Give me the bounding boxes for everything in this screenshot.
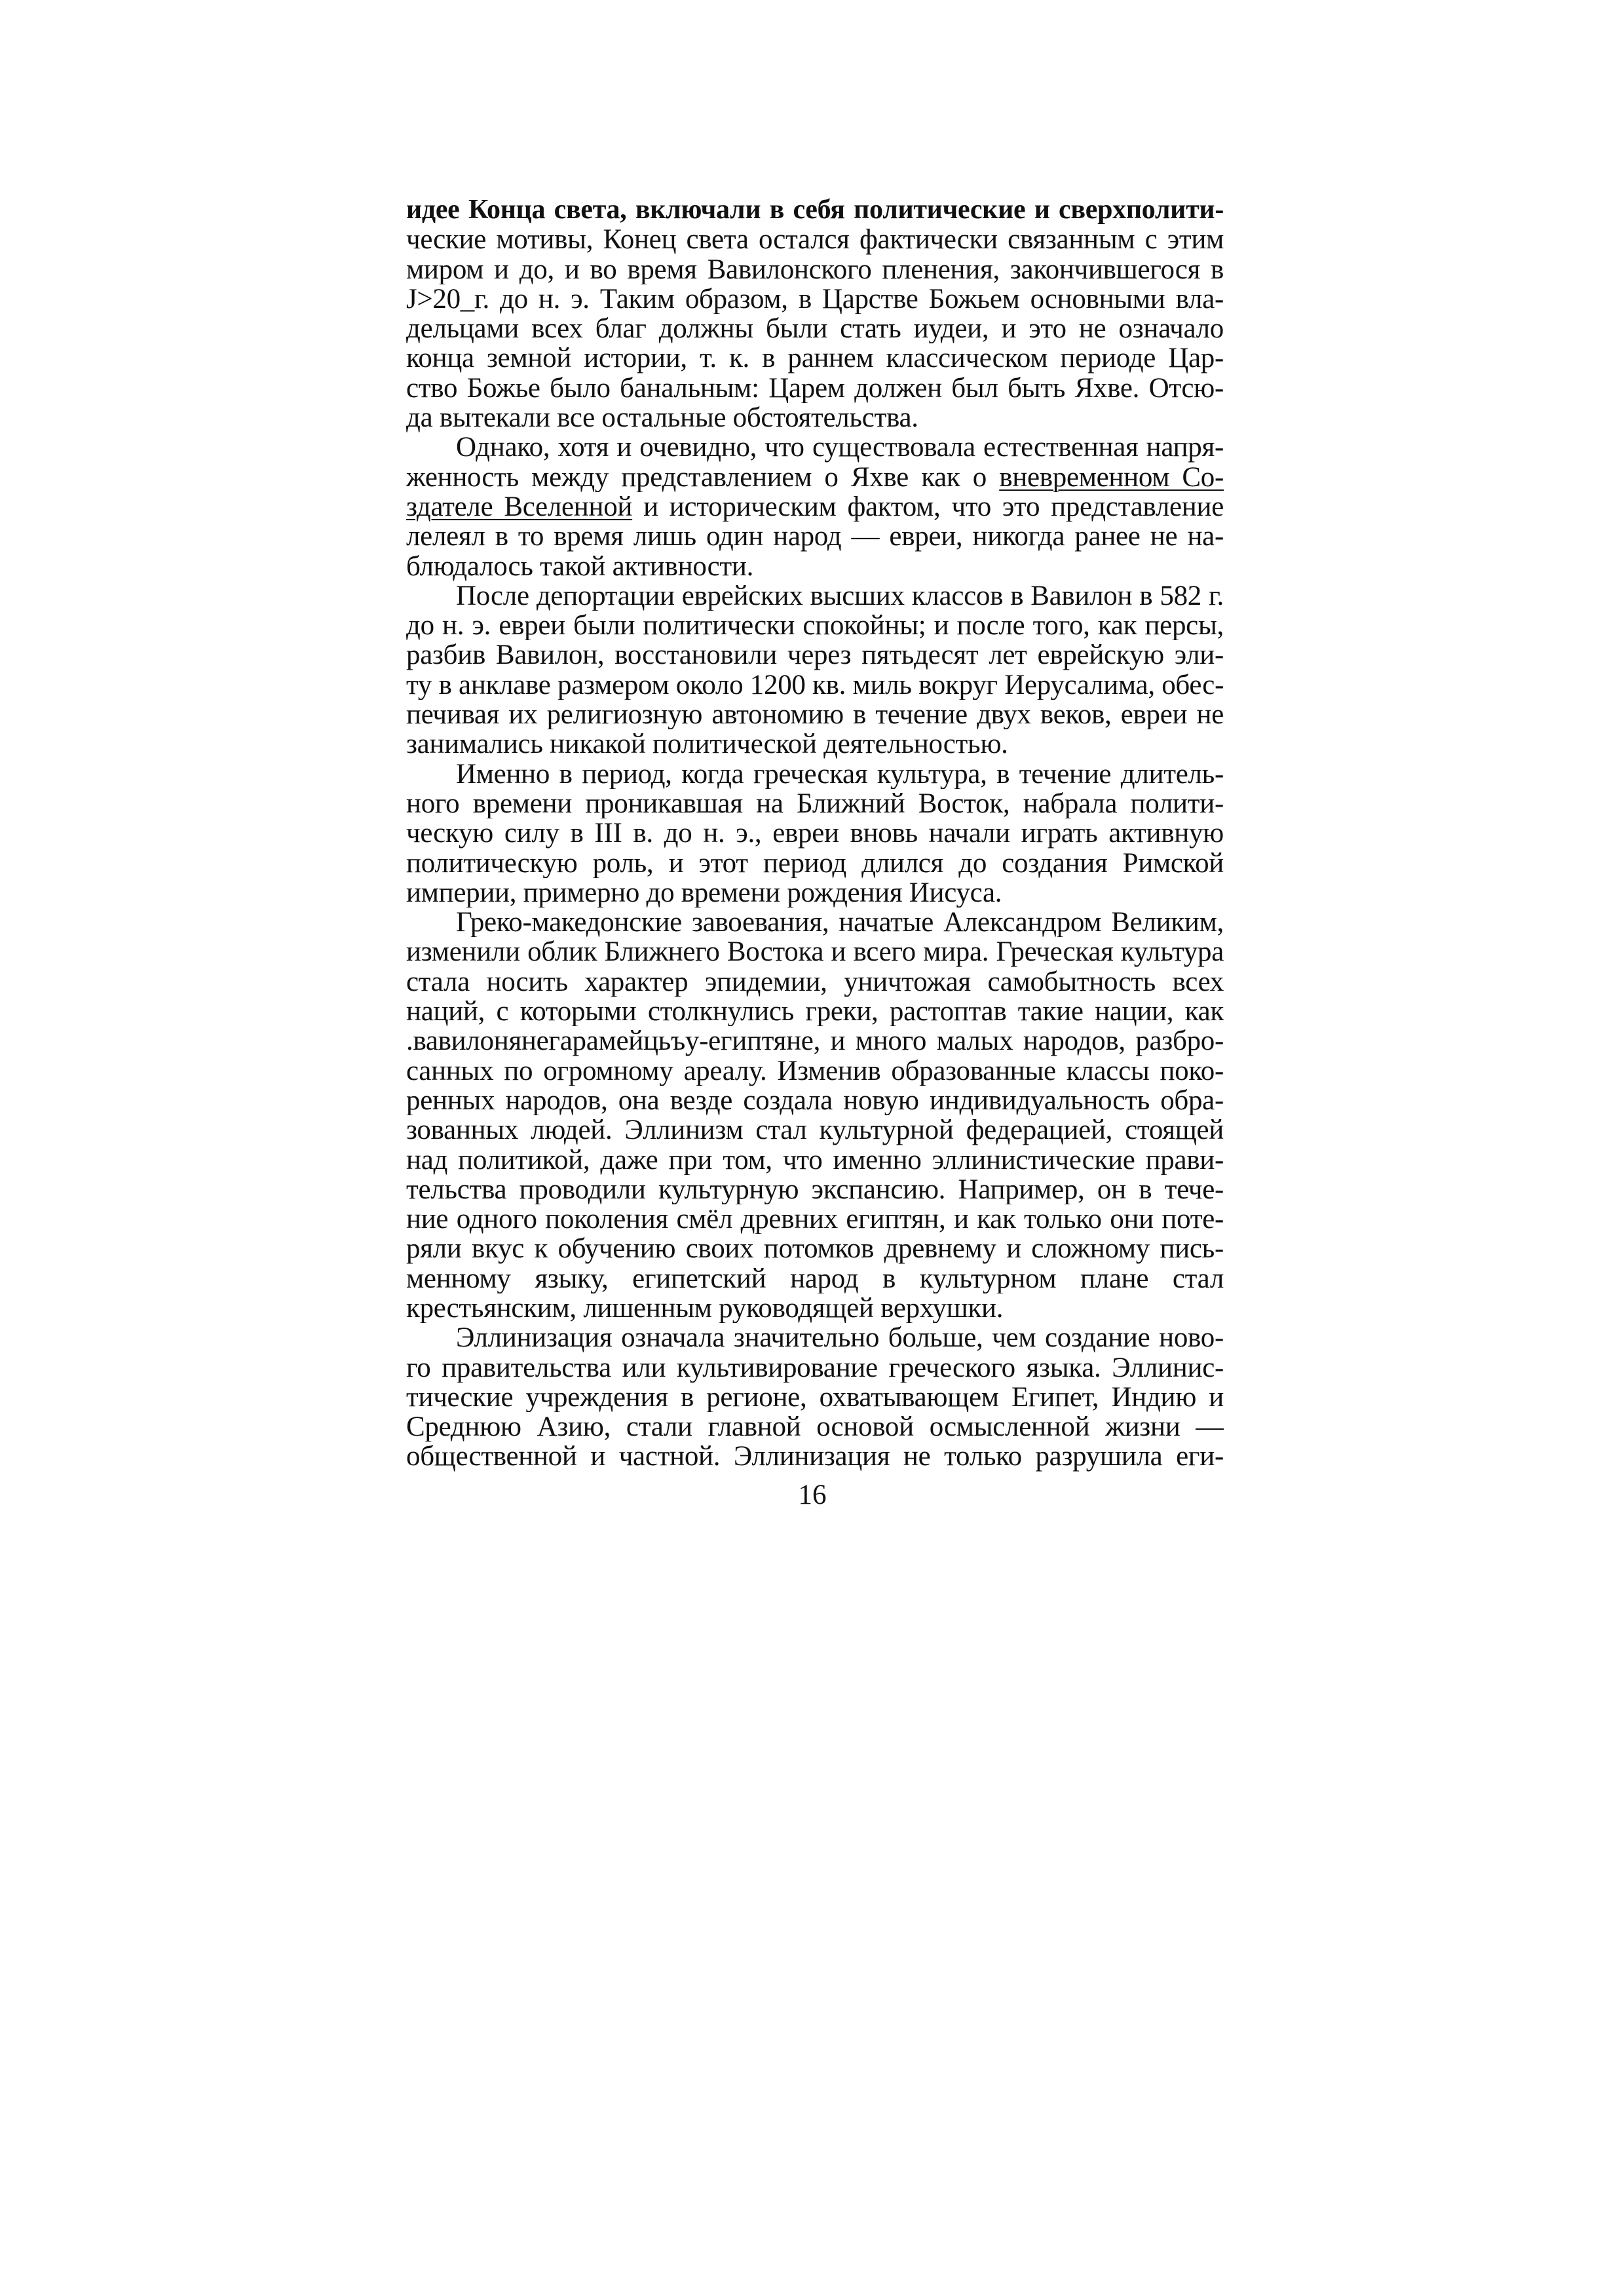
text-line: стала носить характер эпидемии, уничтожая самобытность всех [406,966,1224,997]
underlined-phrase: вневременном Со- [999,462,1224,492]
text-fragment: и историческим фактом, что это представление [632,491,1224,522]
underlined-phrase: здателе Вселенной [406,491,633,522]
paragraph-first-line: Именно в период, когда греческая культура, в течение длитель- [456,759,1224,789]
text-line: тические учреждения в регионе, охватывающем Египет, Индию и [406,1382,1224,1413]
text-line: зованных людей. Эллинизм стал культурной федерацией, стоящей [406,1115,1224,1145]
text-line: ние одного поколения смёл древних египтян, и как только они поте- [406,1204,1224,1234]
text-line: печивая их религиозную автономию в течение двух веков, евреи не [406,700,1224,730]
page-number: 16 [798,1480,827,1510]
paragraph-first-line: Однако, хотя и очевидно, что существовала естественная напря- [456,432,1224,463]
text-line: политическую роль, и этот период длился до создания Римской [406,848,1224,878]
text-line: до н. э. евреи были политически спокойны; и после того, как персы, [406,611,1224,641]
text-line: миром и до, и во время Вавилонского пленения, закончившегося в [406,254,1224,284]
paragraph-first-line: После депортации еврейских высших классов в Вавилон в 582 г. [456,581,1224,611]
text-line: ческие мотивы, Конец света остался фактически связанным с этим [406,225,1224,255]
text-line: менному языку, египетский народ в культурном плане стал [406,1263,1224,1293]
paragraph-first-line: Эллинизация означала значительно больше, чем создание ново- [456,1323,1224,1353]
text-line: J>20_г. до н. э. Таким образом, в Царстве Божьем основными вла- [406,284,1224,315]
text-line: да вытекали все остальные обстоятельства. [406,403,918,433]
text-line: тельства проводили культурную экспансию. Например, он в тече- [406,1174,1224,1205]
text-line: изменили облик Ближнего Востока и всего мира. Греческая культура [406,937,1224,967]
text-line: наций, с которыми столкнулись греки, растоптав такие нации, как [406,997,1224,1027]
text-line: ренных народов, она везде создала новую индивидуальность обра- [406,1085,1224,1116]
text-line: идее Конца света, включали в себя политические и сверхполити- [406,195,1224,225]
text-line: Среднюю Азию, стали главной основой осмысленной жизни — [406,1412,1224,1442]
text-line: ческую силу в III в. до н. э., евреи вновь начали играть активную [406,818,1224,849]
text-line: лелеял в то время лишь один народ — евреи, никогда ранее не на- [406,522,1224,552]
text-line: конца земной истории, т. к. в раннем классическом периоде Цар- [406,343,1224,373]
text-line: общественной и частной. Эллинизация не только разрушила еги- [406,1442,1224,1472]
text-line [406,492,1224,522]
text-line: ного времени проникавшая на Ближний Восток, набрала полити- [406,788,1224,819]
text-line: го правительства или культивирование греческого языка. Эллинис- [406,1352,1224,1383]
body-text [406,195,1224,1472]
text-line: .вавилонянегарамейцьъу-египтяне, и много малых народов, разбро- [406,1026,1224,1056]
text-line: империи, примерно до времени рождения Иисуса. [406,877,1002,908]
text-fragment: женность между представлением о Яхве как о [406,462,1000,492]
paragraph-first-line: Греко-македонские завоевания, начатые Александром Великим, [456,908,1224,938]
text-line: дельцами всех благ должны были стать иудеи, и это не означало [406,314,1224,344]
text-line: ство Божье было банальным: Царем должен был быть Яхве. Отсю- [406,373,1224,404]
text-line: разбив Вавилон, восстановили через пятьдесят лет еврейскую эли- [406,640,1224,670]
text-line [406,463,1224,492]
text-line: санных по огромному ареалу. Изменив образованные классы поко- [406,1056,1224,1086]
text-line: блюдалось такой активности. [406,551,754,581]
text-line: занимались никакой политической деятельностью. [406,729,1008,759]
text-line: крестьянским, лишенным руководящей верхушки. [406,1293,1004,1324]
text-line: ряли вкус к обучению своих потомков древнему и сложному пись- [406,1234,1224,1264]
text-line: над политикой, даже при том, что именно эллинистические прави- [406,1145,1224,1175]
text-line: ту в анклаве размером около 1200 кв. миль вокруг Иерусалима, обес- [406,670,1224,700]
